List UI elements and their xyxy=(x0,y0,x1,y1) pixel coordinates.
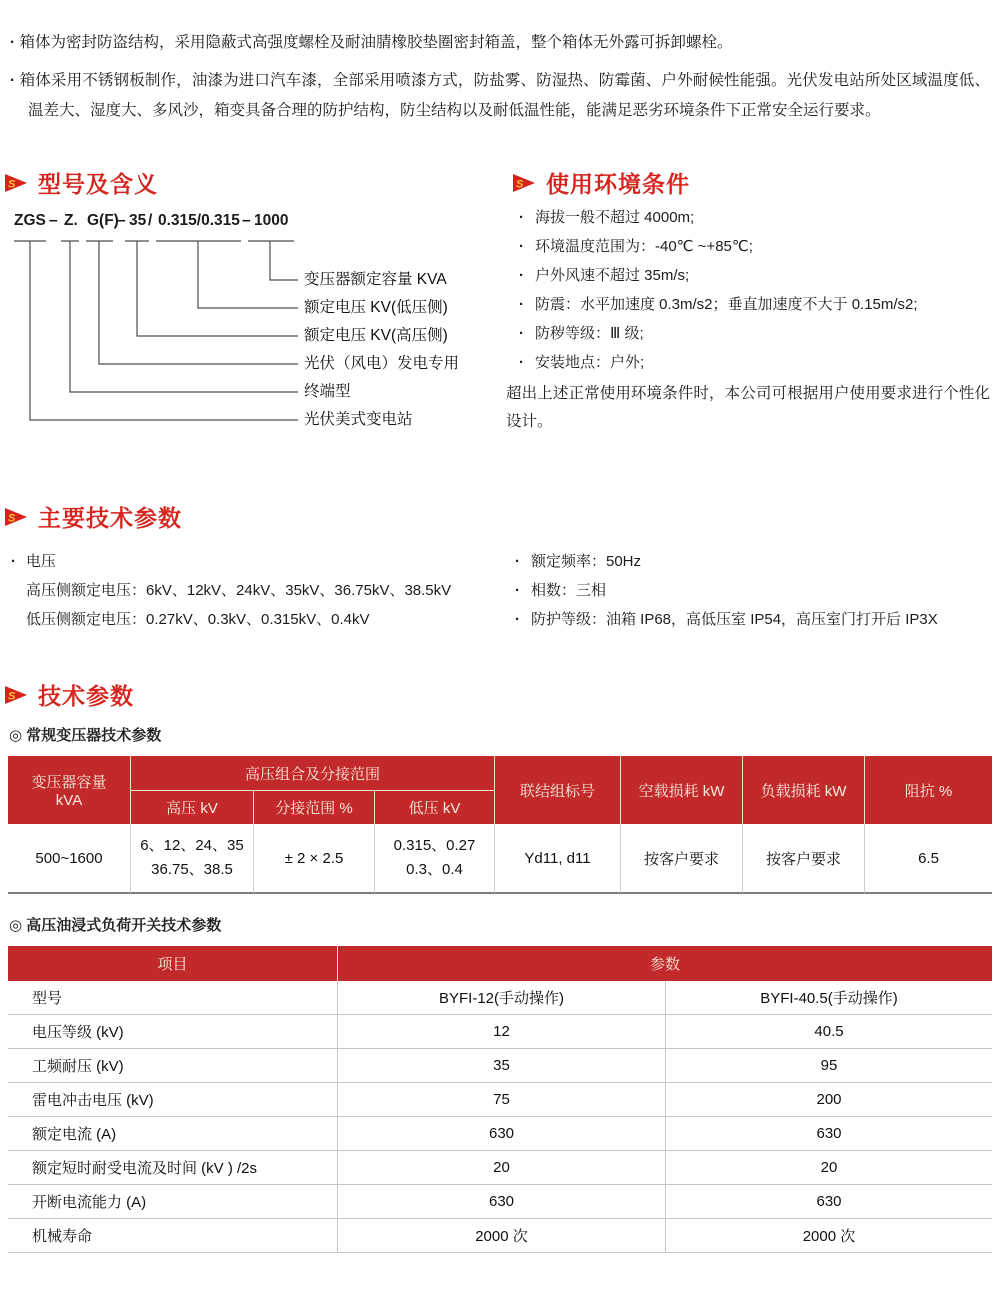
model-code-part: ZGS xyxy=(14,212,46,229)
cell-lv-line1: 0.315、0.27 xyxy=(393,837,476,854)
table-row xyxy=(8,981,992,1015)
section-marker-icon xyxy=(4,173,28,193)
col-header-param: 参数 xyxy=(338,946,992,981)
environment-item: · 防震：水平加速度 0.3m/s2；垂直加速度不大于 0.15m/s2; xyxy=(516,290,990,319)
transformer-table-caption: ◎ 常规变压器技术参数 xyxy=(9,727,162,744)
main-params-item: · 防护等级：油箱 IP68，高低压室 IP54，高压室门打开后 IP3X xyxy=(512,605,994,634)
cell-vector-group: Yd11, d11 xyxy=(495,824,621,894)
cell-item: 开断电流能力 (A) xyxy=(8,1185,338,1219)
section-title: 型号及含义 xyxy=(38,171,158,197)
cell-hv-line1: 6、12、24、35 xyxy=(140,837,244,854)
cell-item: 电压等级 (kV) xyxy=(8,1015,338,1049)
model-code-separator: / xyxy=(148,212,153,229)
col-header-tap-range: 分接范围 % xyxy=(254,791,375,824)
environment-item: · 防秽等级：Ⅲ 级; xyxy=(516,319,990,348)
model-label: 光伏（风电）发电专用 xyxy=(304,355,460,372)
environment-item: · 海拔一般不超过 4000m; xyxy=(516,203,990,232)
svg-text:S: S xyxy=(8,512,17,524)
model-label: 额定电压 KV(高压侧) xyxy=(304,327,448,344)
model-section-header xyxy=(4,166,158,199)
table-row xyxy=(8,1015,992,1049)
table-header-row xyxy=(8,756,992,791)
model-label: 额定电压 KV(低压侧) xyxy=(304,299,448,316)
cell-capacity: 500~1600 xyxy=(8,824,131,894)
section-title: 技术参数 xyxy=(38,683,134,709)
model-code-part: 35 xyxy=(129,212,147,229)
section-marker-icon xyxy=(512,173,536,193)
col-header-hv-group: 高压组合及分接范围 xyxy=(131,756,495,791)
col-header-capacity xyxy=(8,756,131,824)
main-params-right xyxy=(512,547,994,634)
table-row xyxy=(8,1185,992,1219)
cell-tap-range: ± 2 × 2.5 xyxy=(254,824,375,894)
col-header-lv: 低压 kV xyxy=(375,791,495,824)
cell-value: 35 xyxy=(338,1049,666,1083)
model-code-separator: – xyxy=(49,212,58,229)
svg-text:S: S xyxy=(8,690,17,702)
environment-list xyxy=(516,203,990,377)
environment-section-header xyxy=(512,166,690,199)
voltage-line: 低压侧额定电压：0.27kV、0.3kV、0.315kV、0.4kV xyxy=(26,611,370,628)
model-label: 光伏美式变电站 xyxy=(304,411,413,428)
model-label: 终端型 xyxy=(304,383,351,400)
table-row xyxy=(8,1151,992,1185)
environment-item: · 安装地点：户外; xyxy=(516,348,990,377)
model-code-part: 1000 xyxy=(254,212,289,229)
main-params-item: · 额定频率：50Hz xyxy=(512,547,994,576)
cell-value: BYFI-40.5(手动操作) xyxy=(666,981,992,1015)
main-params-left xyxy=(10,547,500,634)
cell-value: 12 xyxy=(338,1015,666,1049)
table-row xyxy=(8,824,992,894)
cell-lv xyxy=(375,824,495,894)
section-marker-icon xyxy=(4,685,28,705)
col-header-load-loss: 负载损耗 kW xyxy=(743,756,865,824)
cell-hv-line2: 36.75、38.5 xyxy=(151,861,233,878)
cell-value: 630 xyxy=(666,1117,992,1151)
model-code-separator: – xyxy=(117,212,126,229)
intro-bullet: · 箱体采用不锈钢板制作，油漆为进口汽车漆，全部采用喷漆方式，防盐雾、防湿热、防霉菌、户外耐候性能强。光伏发电站所处区域温度低、温差大、湿度大、多风沙，箱变具备合理的防护结构，防尘结构以及耐低温性能，能满足恶劣环境条件下正常安全运行要求。 xyxy=(10,66,990,126)
model-code-separator: – xyxy=(242,212,251,229)
table-header-row xyxy=(8,946,992,981)
switch-table-caption: ◎ 高压油浸式负荷开关技术参数 xyxy=(9,917,222,934)
environment-item: · 户外风速不超过 35m/s; xyxy=(516,261,990,290)
intro-section xyxy=(10,28,990,134)
cell-item: 型号 xyxy=(8,981,338,1015)
environment-note: 超出上述正常使用环境条件时，本公司可根据用户使用要求进行个性化设计。 xyxy=(506,385,990,430)
intro-bullet: · 箱体为密封防盗结构，采用隐蔽式高强度螺栓及耐油腈橡胶垫圈密封箱盖，整个箱体无外露可拆卸螺栓。 xyxy=(10,28,990,58)
transformer-params-table xyxy=(8,756,992,894)
cell-load-loss: 按客户要求 xyxy=(743,824,865,894)
cell-value: BYFI-12(手动操作) xyxy=(338,981,666,1015)
cell-value: 2000 次 xyxy=(338,1219,666,1253)
cell-impedance: 6.5 xyxy=(865,824,992,894)
cell-value: 630 xyxy=(338,1185,666,1219)
cell-value: 2000 次 xyxy=(666,1219,992,1253)
switch-params-table xyxy=(8,946,992,1253)
cell-item: 额定短时耐受电流及时间 (kV ) /2s xyxy=(8,1151,338,1185)
col-header-hv: 高压 kV xyxy=(131,791,254,824)
svg-text:S: S xyxy=(516,178,525,190)
model-code-part: Z. xyxy=(64,212,78,229)
table-row xyxy=(8,1049,992,1083)
main-params-item: · 相数：三相 xyxy=(512,576,994,605)
col-header-item: 项目 xyxy=(8,946,338,981)
cell-lv-line2: 0.3、0.4 xyxy=(406,861,463,878)
cell-value: 40.5 xyxy=(666,1015,992,1049)
section-marker-icon xyxy=(4,507,28,527)
model-label: 变压器额定容量 KVA xyxy=(304,271,447,288)
main-params-header xyxy=(4,500,182,533)
cell-value: 20 xyxy=(338,1151,666,1185)
col-header-capacity-line2: kVA xyxy=(55,792,83,809)
table-row xyxy=(8,1083,992,1117)
cell-hv xyxy=(131,824,254,894)
cell-value: 200 xyxy=(666,1083,992,1117)
cell-item: 机械寿命 xyxy=(8,1219,338,1253)
section-title: 主要技术参数 xyxy=(38,505,182,531)
cell-item: 工频耐压 (kV) xyxy=(8,1049,338,1083)
model-code-part: 0.315/0.315 xyxy=(158,212,240,229)
voltage-line: 高压侧额定电压：6kV、12kV、24kV、35kV、36.75kV、38.5kV xyxy=(26,582,452,599)
cell-value: 95 xyxy=(666,1049,992,1083)
col-header-noload-loss: 空载损耗 kW xyxy=(621,756,743,824)
voltage-bullet: · 电压 xyxy=(10,547,500,576)
col-header-impedance: 阻抗 % xyxy=(865,756,992,824)
svg-text:S: S xyxy=(8,178,17,190)
tech-params-header xyxy=(4,678,134,711)
section-title: 使用环境条件 xyxy=(546,171,690,197)
cell-noload-loss: 按客户要求 xyxy=(621,824,743,894)
cell-value: 75 xyxy=(338,1083,666,1117)
environment-item: · 环境温度范围为：-40℃ ~+85℃; xyxy=(516,232,990,261)
model-code-part: G(F) xyxy=(87,212,119,229)
cell-item: 额定电流 (A) xyxy=(8,1117,338,1151)
cell-item: 雷电冲击电压 (kV) xyxy=(8,1083,338,1117)
table-row xyxy=(8,1117,992,1151)
cell-value: 630 xyxy=(338,1117,666,1151)
table-row xyxy=(8,1219,992,1253)
cell-value: 20 xyxy=(666,1151,992,1185)
col-header-capacity-line1: 变压器容量 xyxy=(31,774,107,791)
col-header-vector-group: 联结组标号 xyxy=(495,756,621,824)
cell-value: 630 xyxy=(666,1185,992,1219)
model-diagram xyxy=(8,212,498,457)
